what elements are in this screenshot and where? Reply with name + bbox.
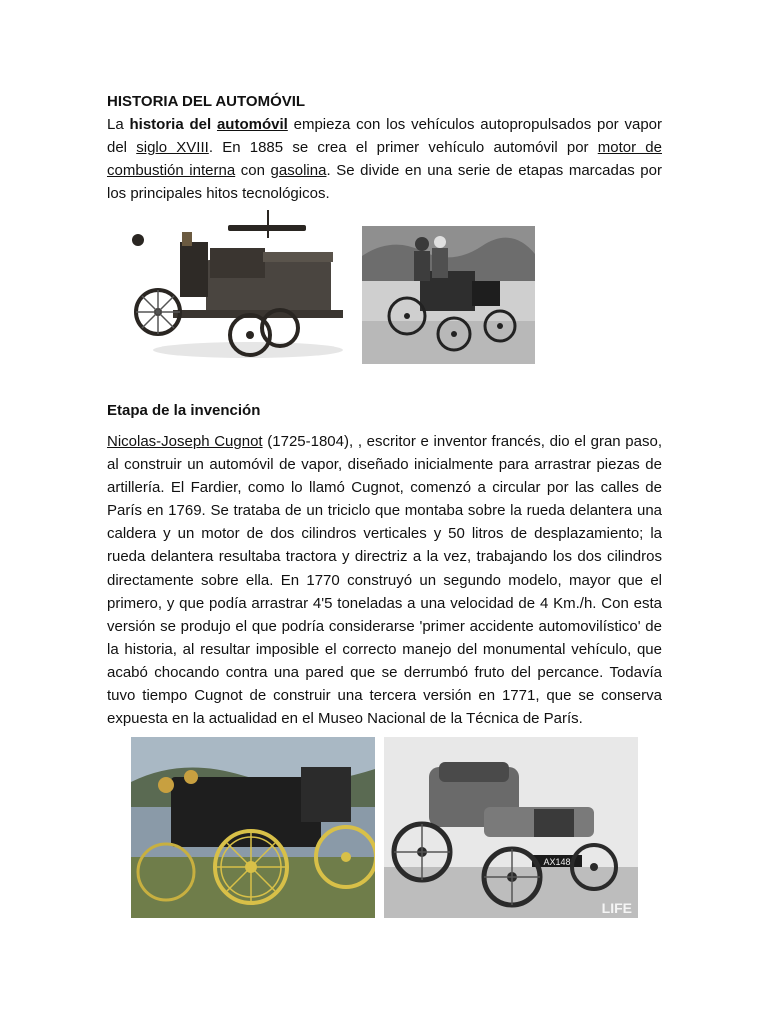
link-nicolas-joseph-cugnot[interactable]: Nicolas-Joseph Cugnot xyxy=(107,433,263,450)
intro-bold-lead: historia del xyxy=(129,116,217,133)
license-plate-text: AX148 xyxy=(543,857,571,867)
intro-text: . En 1885 se crea el primer vehículo automóvil por xyxy=(208,139,598,157)
early-car-passengers-illustration xyxy=(362,226,535,364)
intro-paragraph xyxy=(107,113,662,205)
photo-early-car-passengers xyxy=(362,226,535,364)
link-automovil[interactable]: automóvil xyxy=(216,116,288,133)
intro-text: con xyxy=(235,162,271,180)
intro-text: empieza con los vehículos autopropulsados por vapor del xyxy=(107,116,663,157)
intro-bold-text xyxy=(130,116,288,133)
photo-veteran-car-yellow-wheels xyxy=(131,737,375,918)
photo-steam-tricycle xyxy=(128,210,350,365)
link-gasolina[interactable]: gasolina xyxy=(270,162,327,180)
photo-vintage-roadster xyxy=(384,737,638,918)
section-heading: Etapa de la invención xyxy=(107,402,261,419)
watermark-text: LIFE xyxy=(601,900,632,916)
page-title: HISTORIA DEL AUTOMÓVIL xyxy=(107,93,306,110)
vintage-roadster-illustration xyxy=(384,737,638,918)
link-motor-combustion[interactable]: motor de combustión interna xyxy=(107,139,662,180)
section-text: (1725-1804), , escritor e inventor francés, dio el gran paso, al construir un automóvil de vapor, diseñado inicialmente para arrastrar piezas de artillería. El Fardier, como lo llamó Cugnot, comenzó a circular por las calles de París en 1769. Se trataba de un triciclo que montaba sobre la rueda delantera una caldera y un motor de dos cilindros verticales y 50 litros de desplazamiento; la rueda delantera resultaba tractora y directriz a la vez, trabajando los dos cilindros directamente sobre ella. En 1770 construyó un segundo modelo, mayor que el primero, y que podía arrastrar 4'5 toneladas a una velocidad de 4 Km./h. Con esta versión se produjo el que podría considerarse 'primer accidente automovilístico' de la historia, al resultar imposible el correcto manejo del monumental vehículo, que acabó chocando contra una pared que se derrumbó fruto del percance. Todavía tuvo tiempo Cugnot de construir una tercera versión en 1771, que se conserva expuesta en la actualidad en el Museo Nacional de la Técnica de París. xyxy=(107,433,662,728)
intro-text: . Se divide en una serie de etapas marcadas por los principales hitos tecnológicos. xyxy=(107,162,662,203)
link-siglo-xviii[interactable]: siglo XVIII xyxy=(136,139,209,157)
section-paragraph xyxy=(107,430,662,730)
intro-text: La xyxy=(107,116,130,133)
veteran-car-illustration xyxy=(131,737,375,918)
steam-tricycle-illustration xyxy=(128,210,350,365)
